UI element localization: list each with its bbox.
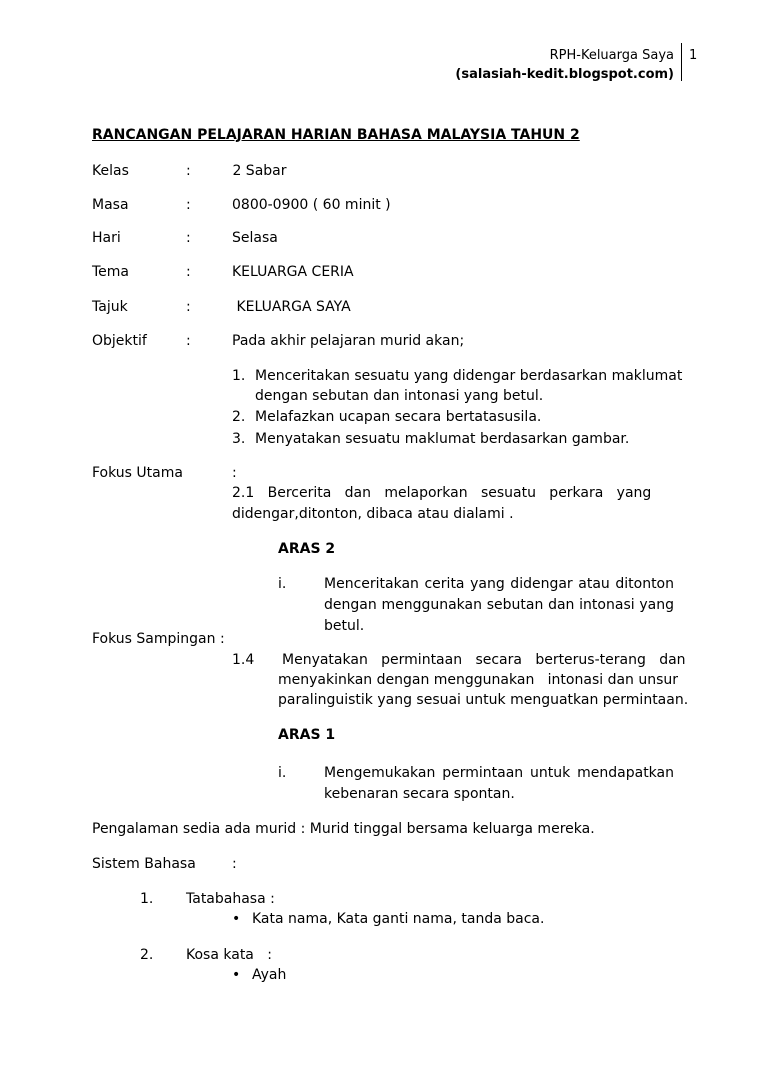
header-source: (salasiah-kedit.blogspot.com) bbox=[455, 67, 674, 82]
fokus-utama-aras: ARAS 2 bbox=[278, 541, 336, 557]
field-label-objektif: Objektif bbox=[92, 333, 147, 349]
objective-number: 3. bbox=[232, 431, 246, 447]
field-colon: : bbox=[186, 333, 191, 349]
fokus-utama-label: Fokus Utama bbox=[92, 465, 183, 481]
sistem-item-bullet-text: Kata nama, Kata ganti nama, tanda baca. bbox=[252, 911, 545, 927]
field-label-masa: Masa bbox=[92, 197, 129, 213]
fokus-sampingan-aras: ARAS 1 bbox=[278, 727, 336, 743]
field-colon: : bbox=[186, 230, 191, 246]
sistem-item-label: Tatabahasa : bbox=[186, 891, 275, 907]
fokus-sampingan-standard-cont: menyakinkan dengan menggunakan intonasi dan unsur bbox=[278, 672, 679, 688]
fokus-utama-item-text: Menceritakan cerita yang didengar atau ditonton dengan menggunakan sebutan dan intonasi yang betul. bbox=[324, 576, 674, 634]
field-value-tajuk: KELUARGA SAYA bbox=[232, 299, 351, 315]
header-title: RPH-Keluarga Saya bbox=[549, 48, 674, 63]
field-colon: : bbox=[186, 299, 191, 315]
sistem-item-number: 1. bbox=[140, 891, 154, 907]
field-value-tema: KELUARGA CERIA bbox=[232, 264, 354, 280]
field-value-hari: Selasa bbox=[232, 230, 278, 246]
field-label-tema: Tema bbox=[92, 264, 130, 280]
field-colon: : bbox=[186, 264, 191, 280]
field-value-objektif: Pada akhir pelajaran murid akan; bbox=[232, 333, 465, 349]
field-colon: : bbox=[186, 197, 191, 213]
objective-number: 2. bbox=[232, 409, 246, 425]
fokus-utama-standard-cont: didengar,ditonton, dibaca atau dialami . bbox=[232, 506, 514, 522]
fokus-sampingan-standard-cont: paralinguistik yang sesuai untuk menguatkan permintaan. bbox=[278, 692, 689, 708]
field-label-tajuk: Tajuk bbox=[92, 299, 128, 315]
field-value-masa: 0800-0900 ( 60 minit ) bbox=[232, 197, 391, 213]
document-title: RANCANGAN PELAJARAN HARIAN BAHASA MALAYSIA TAHUN 2 bbox=[92, 127, 580, 143]
field-colon: : bbox=[186, 163, 191, 179]
field-label-hari: Hari bbox=[92, 230, 121, 246]
objective-text: Melafazkan ucapan secara bertatasusila. bbox=[255, 409, 542, 425]
objective-text: Menceritakan sesuatu yang didengar berdasarkan maklumat bbox=[255, 368, 683, 384]
objective-text: Menyatakan sesuatu maklumat berdasarkan gambar. bbox=[255, 431, 630, 447]
header-divider bbox=[681, 43, 682, 81]
pengalaman-text: Pengalaman sedia ada murid : Murid tinggal bersama keluarga mereka. bbox=[92, 821, 595, 837]
fokus-sampingan-label: Fokus Sampingan : bbox=[92, 631, 225, 647]
fokus-utama-standard: 2.1 Bercerita dan melaporkan sesuatu perkara yang bbox=[232, 485, 652, 501]
fokus-sampingan-number: 1.4 bbox=[232, 652, 255, 668]
sistem-bahasa-colon: : bbox=[232, 856, 237, 872]
sistem-item-bullet bbox=[232, 966, 286, 984]
fokus-utama-colon: : bbox=[232, 465, 237, 481]
sistem-item-label: Kosa kata : bbox=[186, 947, 272, 963]
objective-number: 1. bbox=[232, 368, 246, 384]
sistem-item-bullet-text: Ayah bbox=[252, 967, 287, 983]
fokus-sampingan-item-text: Mengemukakan permintaan untuk mendapatkan kebenaran secara spontan. bbox=[324, 765, 674, 802]
sistem-item-bullet bbox=[232, 910, 544, 928]
fokus-sampingan-standard: Menyatakan permintaan secara berterus-terang dan bbox=[282, 652, 686, 668]
sistem-item-number: 2. bbox=[140, 947, 154, 963]
objective-text-cont: dengan sebutan dan intonasi yang betul. bbox=[255, 388, 544, 404]
fokus-utama-item-number: i. bbox=[278, 576, 287, 592]
sistem-bahasa-label: Sistem Bahasa bbox=[92, 856, 196, 872]
field-label-kelas: Kelas bbox=[92, 163, 129, 179]
field-value-kelas: 2 Sabar bbox=[228, 163, 287, 179]
fokus-sampingan-item-number: i. bbox=[278, 765, 287, 781]
page-number: 1 bbox=[689, 48, 698, 63]
